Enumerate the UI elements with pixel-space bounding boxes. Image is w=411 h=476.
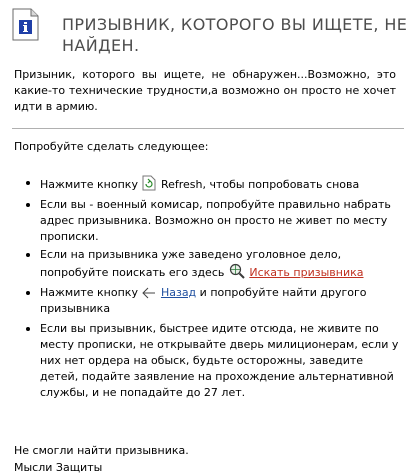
item-text: Если вы - военный комисар, попробуйте правильно набрать адрес призывника. Возможно он просто не живет по месту прописки. bbox=[40, 198, 391, 243]
footer-text-partial: Мысли Защиты bbox=[14, 461, 103, 474]
page-title: ПРИЗЫВНИК, КОТОРОГО ВЫ ИЩЕТЕ, НЕ НАЙДЕН. bbox=[62, 15, 408, 55]
item-text-before: Нажмите кнопку bbox=[40, 178, 138, 191]
header bbox=[12, 8, 408, 58]
list-item-criminal-case bbox=[40, 247, 400, 281]
back-link[interactable]: Назад bbox=[160, 286, 197, 299]
bullet bbox=[26, 181, 30, 185]
list-item-advice bbox=[40, 321, 400, 401]
footer-text: Не смогли найти призывника. bbox=[14, 444, 189, 457]
try-heading: Попробуйте сделать следующее: bbox=[14, 140, 209, 153]
info-icon bbox=[12, 8, 39, 41]
item-text-before: Нажмите кнопку bbox=[40, 286, 138, 299]
list-item-back bbox=[40, 285, 400, 317]
bullet bbox=[26, 203, 30, 207]
back-arrow-icon[interactable] bbox=[142, 287, 156, 299]
bullet bbox=[26, 291, 30, 295]
item-text-before: Если на призывника уже заведено уголовное дело, попробуйте поискать его здесь bbox=[40, 248, 342, 279]
item-text-after: и попробуйте найти другого призывника bbox=[40, 286, 367, 315]
list-item-refresh bbox=[40, 175, 400, 193]
search-conscript-link[interactable]: Искать призывника bbox=[249, 266, 364, 279]
refresh-icon[interactable] bbox=[142, 175, 156, 191]
item-text-after: Refresh, чтобы попробовать снова bbox=[160, 178, 360, 191]
intro-text: Призыник, которого вы ищете, не обнаружен...Возможно, это какие-то технические трудности,а возможно он просто не хочет идти в армию. bbox=[14, 68, 396, 113]
divider bbox=[12, 128, 404, 129]
list-item-commissar bbox=[40, 197, 400, 245]
search-globe-icon[interactable] bbox=[229, 263, 245, 279]
bullet bbox=[26, 327, 30, 331]
item-text: Если вы призывник, быстрее идите отсюда, не живите по месту прописки, не открывайте дверь милиционерам, если у них нет ордера на обыск, будьте осторожны, заведите детей, подайте заявление на прохождение альтернативной службы, и не попадайте до 27 лет. bbox=[40, 322, 399, 399]
bullet bbox=[26, 253, 30, 257]
